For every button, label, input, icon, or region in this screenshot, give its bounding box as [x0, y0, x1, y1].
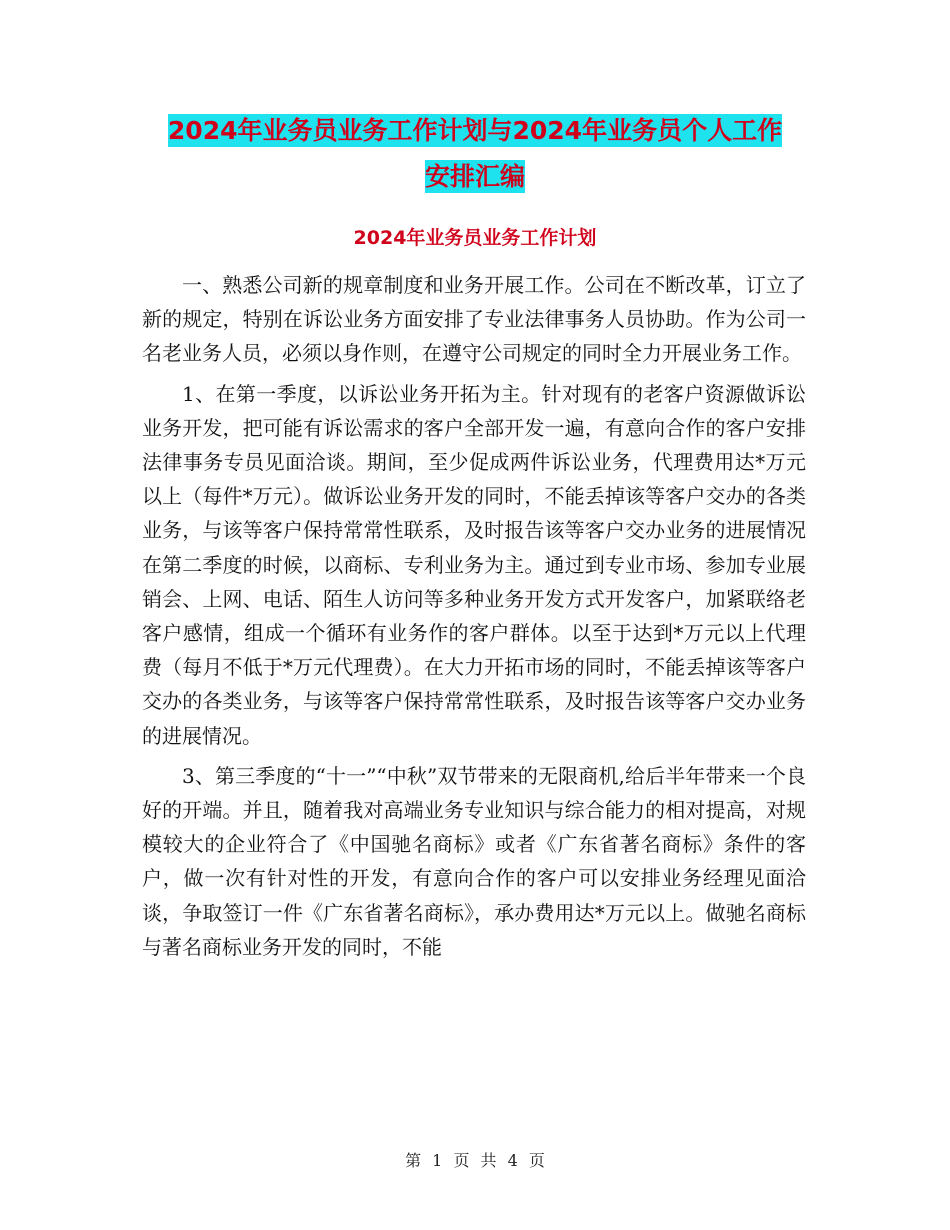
- document-title-line-2: [0, 154, 950, 200]
- title-highlight-1: 2024年业务员业务工作计划与2024年业务员个人工作: [167, 116, 783, 145]
- paragraph-1: 一、熟悉公司新的规章制度和业务开展工作。公司在不断改革，订立了新的规定，特别在诉讼业务方面安排了专业法律事务人员协助。作为公司一名老业务人员，必须以身作则，在遵守公司规定的同时全力开展业务工作。: [142, 273, 806, 366]
- section-title: 2024年业务员业务工作计划: [353, 227, 597, 249]
- page-footer: 第 1 页 共 4 页: [405, 1151, 545, 1170]
- paragraph-3: 3、第三季度的“十一”“中秋”双节带来的无限商机,给后半年带来一个良好的开端。并且，随着我对高端业务专业知识与综合能力的相对提高，对规模较大的企业符合了《中国驰名商标》或者《广东省著名商标》条件的客户，做一次有针对性的开发，有意向合作的客户可以安排业务经理见面洽谈，争取签订一件《广东省著名商标》，承办费用达*万元以上。做驰名商标与著名商标业务开发的同时，不能: [142, 763, 806, 959]
- paragraph-2: 1、在第一季度，以诉讼业务开拓为主。针对现有的老客户资源做诉讼业务开发，把可能有诉讼需求的客户全部开发一遍，有意向合作的客户安排法律事务专员见面洽谈。期间，至少促成两件诉讼业务，代理费用达*万元以上（每件*万元）。做诉讼业务开发的同时，不能丢掉该等客户交办的各类业务，与该等客户保持常常性联系，及时报告该等客户交办业务的进展情况在第二季度的时候，以商标、专利业务为主。通过到专业市场、参加专业展销会、上网、电话、陌生人访问等多种业务开发方式开发客户，加紧联络老客户感情，组成一个循环有业务作的客户群体。以至于达到*万元以上代理费（每月不低于*万元代理费）。在大力开拓市场的同时，不能丢掉该等客户交办的各类业务，与该等客户保持常常性联系，及时报告该等客户交办业务的进展情况。: [142, 381, 806, 748]
- document-title-line-1: [0, 108, 950, 154]
- document-title: [0, 108, 950, 200]
- title-highlight-2: 安排汇编: [424, 162, 525, 191]
- document-body: [142, 268, 806, 970]
